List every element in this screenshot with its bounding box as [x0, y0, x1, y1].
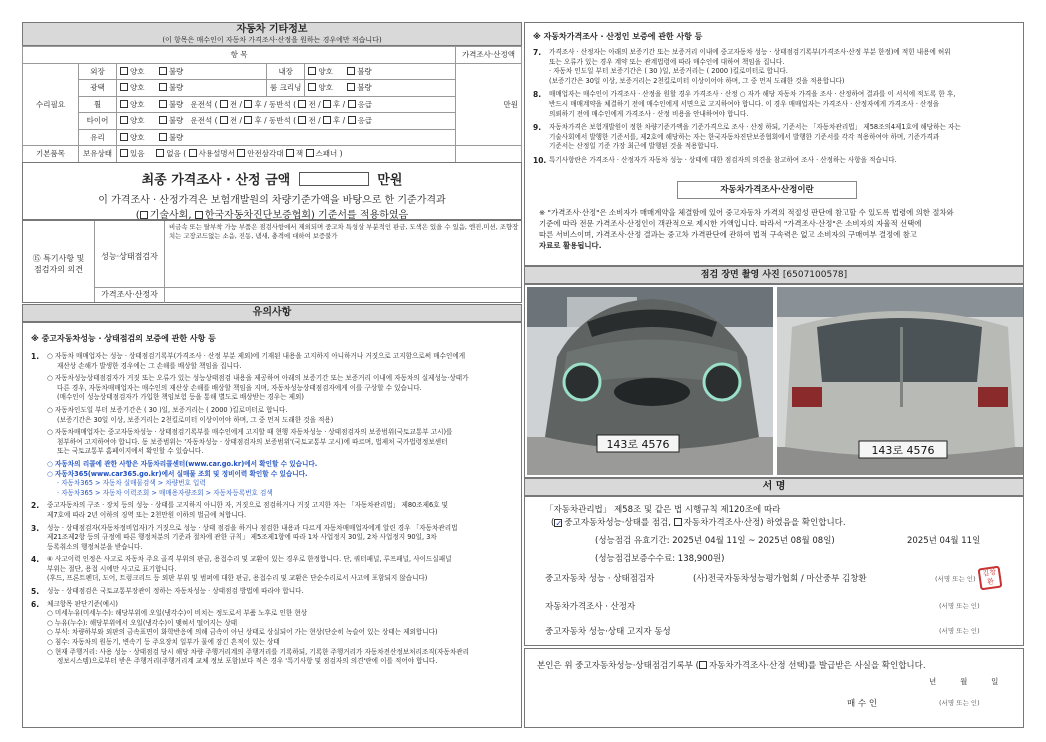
- opt-label: 후: [333, 116, 341, 126]
- guarantee-item-7: [533, 48, 1015, 86]
- checkbox[interactable]: [323, 116, 331, 124]
- opt-label: 전: [229, 116, 238, 126]
- appraiser-label: 가격조사·산정자: [95, 288, 165, 303]
- opt-label: 불량: [357, 66, 372, 76]
- seal-text: 김창환: [982, 568, 997, 587]
- text-line: 정보시스템)으로부터 받은 주행거리(주행거리계 교체 정보 포함)보다 적은 경우 '특기사항 및 점검자의 의견'란에 이를 적어야 합니다.: [57, 657, 438, 666]
- item-number: 4.: [31, 555, 40, 565]
- opt-label: 자동차가격조사·산정) 하였음을 확인합니다.: [683, 518, 846, 528]
- checkbox[interactable]: [120, 67, 128, 75]
- text-line: 매매업자는 매수인이 가격조사 · 산정을 원할 경우 가격조사 · 산정 ○ 자가 해당 자동차 가격을 조사 · 산정하여 결과를 이 서식에 적도록 한 후,: [549, 90, 956, 99]
- text-line: ○ 자동차매매업자는 중고자동차성능 · 상태점검기록부를 매수인에게 고지할 때 현행 자동차성능 · 상태점검자의 보증범위(국토교통부 고시)를: [47, 428, 453, 437]
- checkbox[interactable]: [140, 211, 148, 219]
- label-line: 점검자의 의견: [34, 265, 83, 274]
- text-line: 제21조제2항 등의 규정에 따른 행정처분의 기준과 절차에 관한 규칙」 제5조제1항에 따라 1차 사업정지 30일, 2차 사업정지 90일, 3차: [47, 533, 437, 542]
- checkbox[interactable]: [347, 67, 355, 75]
- opt-label: 전: [308, 99, 316, 109]
- text-line: (후드, 프론트펜더, 도어, 트렁크리드 등 외판 부위 및 범퍼에 대한 판금, 용접수리 및 교환은 단순수리로서 사고에 포함되지 않습니다): [47, 574, 428, 583]
- text-line: 체크항목 판단기준(예시): [47, 599, 118, 608]
- text-line: 또는 국토교통부 홈페이지에서 확인할 수 있습니다.: [57, 447, 204, 456]
- checkbox[interactable]: [159, 100, 167, 108]
- checkbox[interactable]: [159, 116, 167, 124]
- caution-item-1: [31, 352, 515, 498]
- caution-item-6: [31, 600, 515, 667]
- text-line: ※ "가격조사·산정"은 소비자가 매매계약을 체결함에 있어 중고자동차 가격의 적절성 판단에 참고할 수 있도록 법령에 의한 절차와: [539, 208, 954, 217]
- paren: (: [135, 210, 140, 221]
- checkbox[interactable]: [323, 100, 331, 108]
- checkbox[interactable]: [244, 116, 252, 124]
- notifier-row-label: 중고자동차 성능·상태 고지자 동성: [545, 627, 671, 637]
- text-line: ○ 미세누유(미세누수): 해당부위에 오일(냉각수)이 비치는 정도로서 부품 노후로 인한 현상: [47, 609, 308, 618]
- opt-label: 불량: [168, 132, 184, 142]
- checkbox[interactable]: [120, 149, 128, 157]
- front-plate: 143로 4576: [606, 438, 670, 451]
- text-line: ○ 자동차인도일 부터 보증기간은 ( 30 )일, 보증거리는 ( 2000 )킬로미터로 합니다.: [47, 405, 288, 414]
- text-line: ⑥ 사고이력 인정은 사고로 자동차 주요 골격 부위의 판금, 용접수리 및 교환이 있는 경우로 한정합니다. 단, 쿼터패널, 루프패널, 사이드실패널: [47, 555, 452, 564]
- final-price-box: [22, 162, 522, 220]
- checkbox[interactable]: [195, 211, 203, 219]
- opt-label: 동반석: [269, 99, 291, 109]
- other-info-title: 자동차 기타정보: [236, 24, 308, 35]
- caution-item-5: [31, 587, 515, 597]
- item-number: 1.: [31, 352, 40, 361]
- opt-label: 불량: [357, 83, 372, 93]
- text-line: ○ 누유(누수): 해당부위에서 오일(냉각수)이 맺혀서 떨어지는 상태: [47, 618, 238, 627]
- opt-label: 중고자동차성능·상태를 점검,: [564, 518, 671, 528]
- checkbox[interactable]: [120, 83, 128, 91]
- opt-label: 후: [333, 99, 341, 109]
- guarantee-item-10: [533, 156, 1015, 166]
- item-number: 10.: [533, 155, 547, 165]
- caution-section-title: ※ 중고자동차성능 · 상태점검의 보증에 관한 사항 등: [31, 334, 216, 343]
- opt-label: 양호: [130, 66, 145, 76]
- opt-label: 사용설명서: [198, 149, 235, 159]
- item-number: 7.: [533, 48, 542, 57]
- opt-label: 양호: [318, 83, 333, 93]
- row-label: 외장: [79, 63, 117, 80]
- opt-label: 후: [254, 116, 262, 126]
- opt-label: 운전석: [190, 99, 213, 109]
- text-line: 반드시 매매계약을 체결하기 전에 매수인에게 서면으로 고지하여야 합니다. 이 경우 매매업자는 가격조사 · 산정자에게 가격조사 · 산정을: [549, 99, 940, 108]
- sign-hint: (서명 또는 인): [939, 699, 980, 707]
- opt-label: 양호: [318, 66, 333, 76]
- other-info-header: [22, 22, 522, 46]
- opt-label: 기술사회,: [149, 210, 192, 221]
- appraisal-checkbox[interactable]: [674, 518, 682, 526]
- guarantee-item-9: [533, 123, 1015, 152]
- guarantee-item-8: [533, 90, 1015, 119]
- inspector-seal: [978, 566, 1003, 591]
- special-notes-text: 비금속 또는 탈부착 가능 부품은 점검사항에서 제외되며 중고차 특성상 부분적인 판금, 도색은 있을 수 있음, 엔진,미션, 조향장치는 고장코드없는 소음, 진동, 냄새, 충격에 대하여 보증불가: [169, 223, 519, 240]
- text-line: (매수인이 성능상태점검자가 가입한 책임보험 등을 통해 별도로 배상받는 경우는 제외): [57, 393, 304, 402]
- text-line: 중고자동차의 구조 · 장치 등의 성능 · 상태를 고지하지 아니한 자, 거짓으로 점검하거나 거짓 고지한 자는 「자동차관리법」 제80조제6호 및: [47, 501, 449, 510]
- opt-label: 잭: [295, 149, 304, 159]
- checkbox[interactable]: [120, 100, 128, 108]
- text-line: · 자동차365 > 자동차 실매물검색 > 차량번호 입력: [57, 479, 206, 488]
- opt-label: 불량: [168, 116, 184, 126]
- appraiser-row: [95, 287, 521, 302]
- checkbox[interactable]: [286, 149, 294, 157]
- other-info-table: 항 목 가격조사·산정액 수리필요 외장 양호 불량 내장 양호 불량 만원 광택 양호 불량 룸 크리닝 양호 불량 휠 양호 불량 운전석 ( 전 / 후 / 동반석 ( 전 / 후 / 응급 타이어 양호 불량 운전석 ( 전 / 후 / 동반석 ( 전 / 후 / 응급 유리 양호 불량 기본품목 보유상태 있음 없음 ( 사용설명서 안전삼각대 잭 스패너 ): [22, 46, 522, 163]
- checkbox[interactable]: [237, 149, 245, 157]
- other-info-subtitle: (이 항목은 매수인이 자동차 가격조사·산정을 원하는 경우에만 적습니다): [162, 36, 382, 44]
- opt-label: 없음: [166, 149, 181, 159]
- checkbox[interactable]: [189, 149, 197, 157]
- rear-car-photo: [777, 287, 1023, 475]
- car365-link[interactable]: ○ 자동차365(www.car365.go.kr)에서 실매물 조회 및 정비이력 확인할 수 있습니다.: [47, 469, 308, 478]
- opt-label: 양호: [130, 99, 145, 109]
- text-line: 기준에 따라 전문 가격조사·산정인이 객관적으로 제시한 가액입니다. 따라서 "가격조사·산정"은 소비자의 자율적 선택에: [539, 219, 922, 228]
- valid-period: (성능점검 유효기간: 2025년 04월 11일 ~ 2025년 08월 08일): [595, 536, 835, 546]
- checkbox[interactable]: [156, 149, 164, 157]
- row-label: 유리: [79, 129, 117, 146]
- opt-label: 불량: [168, 99, 184, 109]
- item-number: 9.: [533, 123, 542, 133]
- final-price-note: 이 가격조사 · 산정가격은 보험개발원의 차량기준가액을 바탕으로 한 기준가격과: [98, 195, 446, 206]
- checkbox[interactable]: [348, 100, 356, 108]
- caution-item-2: [31, 501, 515, 520]
- text-line: (보증기간은 30일 이상, 보증거리는 2천킬로미터 이상이어야 하며, 그 중 먼저 도래한 것을 적용합니다): [549, 76, 845, 85]
- checkbox[interactable]: [159, 67, 167, 75]
- checkbox[interactable]: [159, 83, 167, 91]
- define-title: 자동차가격조사·산정이란: [677, 181, 857, 199]
- item-number: 5.: [31, 587, 40, 597]
- inspector-name: (사)전국자동차성능평가협회 / 마산중부 김창환: [693, 574, 867, 584]
- opt-label: 전: [229, 99, 238, 109]
- checkbox[interactable]: [308, 83, 316, 91]
- item-number: 3.: [31, 523, 40, 533]
- inspector-label: 성능·상태점검자: [95, 221, 165, 287]
- opt-label: 한국자동차진단보증협회) 기준서를 적용하였음: [204, 210, 409, 221]
- opt-label: 양호: [130, 132, 145, 142]
- photos-id: [6507100578]: [782, 270, 848, 280]
- opt-label: 불량: [168, 83, 184, 93]
- text-line: 첨부하여 고지하여야 합니다. 동 보증범위는 '자동차성능 · 상태점검자의 보증범위'(국토교통부 고시)에 따르며, 법제처 국가법령정보센터: [57, 437, 448, 446]
- inspection-checkbox[interactable]: [554, 519, 562, 527]
- text-line: 자동차가격은 보험개발원이 정한 차량기준가액을 기준가격으로 조사 · 산정 하되, 기준서는 「자동차관리법」 제58조의4제1호에 해당하는 자는: [549, 123, 961, 132]
- opt-label: 있음: [130, 149, 145, 159]
- guarantee-section: [524, 22, 1024, 266]
- text-line: ○ 현재 주행거리: 사용 성능 · 상태점검 당시 해당 차량 주행거리계의 주행거리를 기록하되, 기록한 주행거리가 자동차전산정보처리조직(자동차관리: [47, 647, 469, 656]
- checkbox[interactable]: [306, 149, 314, 157]
- sign-hint: (서명 또는 인): [939, 627, 980, 635]
- guarantee-fee: (성능점검보증수수료: 138,900원): [595, 554, 725, 564]
- final-price-input[interactable]: [299, 172, 369, 186]
- caution-header: 유의사항: [22, 304, 522, 322]
- text-line: · 자동차365 > 자동차 이력조회 > 매매용자량조회 > 자동차등록번호 검색: [57, 488, 273, 497]
- text-line: ○ 침수: 자동차의 원동기, 변속기 등 주요장치 일부가 물에 잠긴 흔적이 있는 상태: [47, 638, 280, 647]
- repair-group-label: 수리필요: [23, 63, 79, 146]
- buyer-label: 매 수 인: [847, 699, 878, 709]
- final-price-unit: 만원: [377, 173, 403, 188]
- text-line: 재산상 손해가 발생한 경우에는 그 손해를 배상할 책임을 집니다.: [57, 361, 242, 370]
- row-label: 보유상태: [79, 146, 117, 163]
- opt-label: 안전삼각대: [247, 149, 284, 159]
- receipt-date: 년 월 일: [929, 677, 999, 686]
- appraiser-row-label: 자동차가격조사 · 산정자: [545, 602, 636, 612]
- opt-label: 동반석: [269, 116, 291, 126]
- sign-hint: (서명 또는 인): [935, 575, 976, 583]
- text-line: 따른 서비스이며, 가격조사·산정 결과는 중고차 가격판단에 관하여 법적 구속력은 없고 소비자의 구매여부 결정에 참고: [539, 230, 917, 239]
- final-price-standard: [23, 206, 521, 221]
- item-number: 2.: [31, 501, 40, 511]
- rear-plate: 143로 4576: [871, 444, 935, 457]
- checkbox[interactable]: [244, 100, 252, 108]
- caution-body: [22, 322, 522, 728]
- text-line: 부위는 절단, 용접 시에만 사고로 표기합니다.: [47, 564, 177, 573]
- receipt-checkbox[interactable]: [699, 661, 707, 669]
- opt-label: 운전석: [190, 116, 213, 126]
- opt-label: 양호: [130, 83, 145, 93]
- text-part: 자동차가격조사·산정 선택)를 발급받은 사실을 확인합니다.: [708, 661, 926, 671]
- opt-label: 스패너: [315, 149, 338, 159]
- checkbox[interactable]: [308, 67, 316, 75]
- opt-label: 응급: [357, 99, 373, 109]
- sign-hint: (서명 또는 인): [939, 602, 980, 610]
- basic-group-label: 기본품목: [23, 146, 79, 163]
- text-line: ○ 자동차 매매업자는 성능 · 상태점검기록부(가격조사 · 산정 부분 제외)에 기재된 내용을 고지하지 아니하거나 거짓으로 고지함으로써 매수인에게: [47, 352, 466, 360]
- recall-link[interactable]: ○ 자동차의 리콜에 관한 사항은 자동차리콜센터(www.car.go.kr)에서 확인할 수 있습니다.: [47, 459, 318, 468]
- item-number: 6.: [31, 599, 40, 609]
- sign-box: [524, 496, 1024, 646]
- text-line: · 자동차 인도일 부터 보증기간은 ( 30 )일, 보증거리는 ( 2000 )킬로미터로 합니다.: [549, 67, 788, 76]
- photos-title: 점검 장면 촬영 사진: [700, 270, 780, 280]
- photos-header: [524, 266, 1024, 284]
- checkbox[interactable]: [220, 100, 228, 108]
- opt-label: 양호: [130, 116, 145, 126]
- text-line: ○ 부식: 차량하부와 외판의 금속표면이 화학반응에 의해 금속이 아닌 상태로 상실되어 가는 현상(단순히 녹슬어 있는 상태는 제외합니다): [47, 628, 438, 637]
- row-label: 룸 크리닝: [267, 80, 305, 97]
- receipt-text: [537, 659, 926, 671]
- text-line: 성능 · 상태점검자(자동차정비업자)가 거짓으로 성능 · 상태 점검을 하거나 점검한 내용과 다르게 자동차매매업자에게 알린 경우 「자동차관리법: [47, 523, 458, 532]
- checkbox[interactable]: [348, 116, 356, 124]
- opt-label: 전: [308, 116, 316, 126]
- guarantee-title: ※ 자동차가격조사 · 산정인 보증에 관한 사항 등: [533, 32, 703, 41]
- opt-label: 불량: [168, 66, 184, 76]
- text-part: 본인은 위 중고자동차성능·상태점검기록부 (: [537, 661, 699, 671]
- text-line: 의뢰하기 전에 매수인에게 가격조사 · 산정 비용을 안내하여야 합니다.: [549, 109, 749, 118]
- row-label: 광택: [79, 80, 117, 97]
- text-line: 기술사회에서 발행한 기준서를, 제2호에 해당하는 자는 한국자동차진단보증협회에서 발행한 기준서를 각각 적용하여야 하며, 기준가격과: [549, 132, 940, 141]
- checkbox[interactable]: [159, 133, 167, 141]
- caution-item-4: [31, 555, 515, 584]
- checkbox[interactable]: [120, 116, 128, 124]
- text-line: 자료로 활용됩니다.: [539, 241, 602, 250]
- row-label: 타이어: [79, 113, 117, 130]
- item-number: 8.: [533, 90, 542, 100]
- checkbox[interactable]: [220, 116, 228, 124]
- text-line: 특기사항란은 가격조사 · 산정자가 자동차 성능 · 상태에 대한 점검자의 의견을 참고하여 조사 · 산정하는 사항을 적습니다.: [549, 155, 897, 164]
- price-unit: 만원: [456, 63, 522, 146]
- final-price-title: 최종 가격조사 · 산정 금액: [141, 173, 291, 188]
- text-line: 기준서는 산정일 기준 가장 최근에 발행된 것을 적용합니다.: [549, 142, 719, 151]
- special-notes-label: [23, 221, 95, 302]
- label-line: ⑮ 특기사항 및: [32, 254, 85, 263]
- sign-law: 「자동차관리법」 제58조 및 같은 법 시행규칙 제120조에 따라: [545, 505, 781, 515]
- text-line: 또는 오류가 있는 경우 계약 또는 관계법령에 따라 매수인에 대하여 책임을 집니다.: [549, 57, 785, 66]
- receipt-box: [524, 648, 1024, 728]
- define-text: [539, 207, 1013, 251]
- text-line: ○ 자동차성능상태점검자가 거짓 또는 오류가 있는 성능상태점검 내용을 제공하여 아래의 보증기간 또는 보증거리 이내에 자동차의 실제성능·상태가: [47, 374, 469, 383]
- text-line: 가격조사 · 산정자는 아래의 보증기간 또는 보증거리 이내에 중고자동차 성능 · 상태점검기록부(가격조사·산정 부분 한정)에 적힌 내용에 허위: [549, 48, 951, 56]
- final-price-row: [23, 169, 521, 188]
- checkbox[interactable]: [298, 116, 306, 124]
- sign-check-row: (✓ 중고자동차성능·상태를 점검, 자동차가격조사·산정) 하였음을 확인합니다.: [551, 516, 846, 528]
- special-notes-box: [22, 220, 522, 303]
- text-line: (보증기간은 30일 이상, 보증거리는 2천킬로미터 이상이어야 하며, 그 중 먼저 도래한 것을 적용): [57, 415, 334, 424]
- sign-date: 2025년 04월 11일: [907, 536, 981, 546]
- checkbox[interactable]: [120, 133, 128, 141]
- opt-label: 후: [254, 99, 262, 109]
- front-car-photo: [527, 287, 773, 475]
- item-header: 항 목: [23, 47, 456, 64]
- row-label: 내장: [267, 63, 305, 80]
- text-line: 성능 · 상태점검은 국토교통부장관이 정하는 자동차성능 · 상태점검 방법에 따라야 합니다.: [47, 587, 304, 596]
- caution-item-3: [31, 524, 515, 553]
- row-label: 휠: [79, 96, 117, 113]
- checkbox[interactable]: [347, 83, 355, 91]
- checkbox[interactable]: [298, 100, 306, 108]
- text-line: 등록취소의 행정처분을 받습니다.: [47, 542, 143, 551]
- photos-area: [524, 284, 1024, 478]
- opt-label: 응급: [357, 116, 373, 126]
- sign-header: 서 명: [524, 478, 1024, 496]
- inspector-row-label: 중고자동차 성능 · 상태점검자: [545, 574, 655, 584]
- price-header: 가격조사·산정액: [456, 47, 522, 64]
- text-line: 제7호에 따라 2년 이하의 징역 또는 2천만원 이하의 벌금에 처합니다.: [47, 510, 247, 519]
- text-line: 다른 경우, 자동차매매업자는 매수인의 재산상 손해를 배상할 책임을 지며, 자동차성능상태점검자에게 이를 구상할 수 있습니다.: [57, 383, 422, 392]
